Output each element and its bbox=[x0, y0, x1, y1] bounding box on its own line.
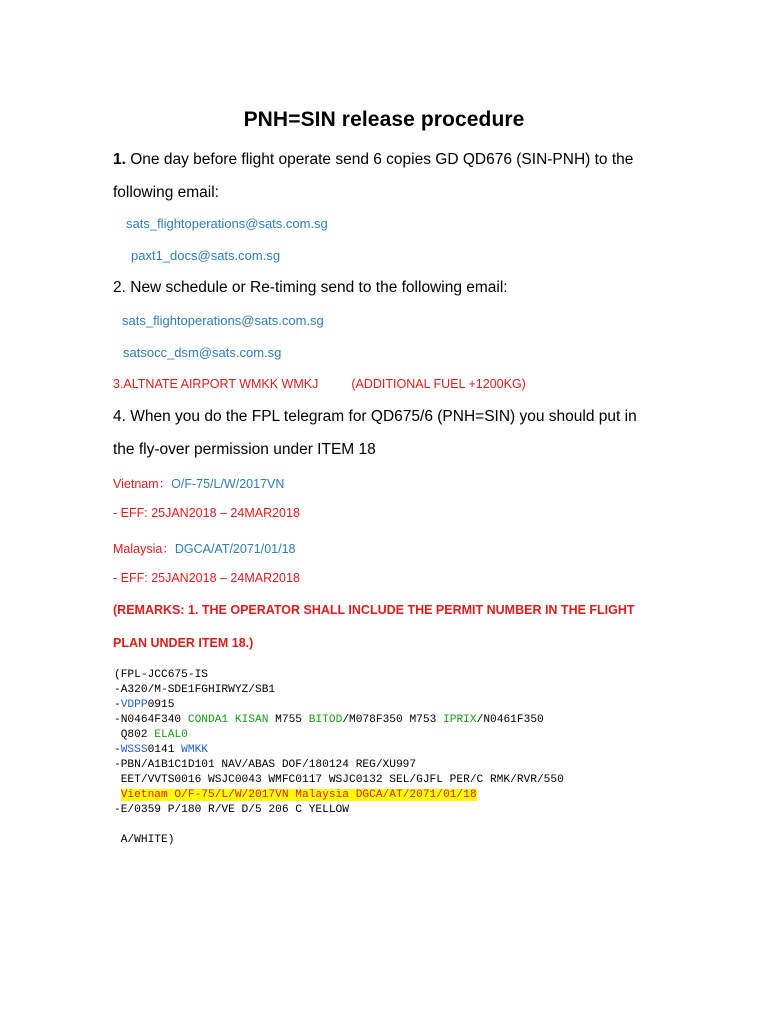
fpl-line-8: EET/VVTS0016 WSJC0043 WMFC0117 WSJC0132 SEL/GJFL PER/C RMK/RVR/550 bbox=[114, 774, 564, 786]
fpl-line-3-dash: - bbox=[114, 699, 121, 711]
step-4-qd: QD675/6 bbox=[370, 408, 433, 425]
fpl-line-10: -E/0359 P/180 R/VE D/5 206 C YELLOW bbox=[114, 804, 349, 816]
fpl-route-segment: /M078F350 M753 bbox=[342, 714, 444, 726]
step-1-text-a: One day before flight operate send bbox=[125, 151, 374, 168]
email-link-2[interactable]: paxt1_docs@sats.com.sg bbox=[131, 248, 281, 263]
email-link-1[interactable]: sats_flightoperations@sats.com.sg bbox=[126, 216, 328, 231]
email-link-4[interactable]: satsocc_dsm@sats.com.sg bbox=[123, 345, 282, 360]
vietnam-permit-value: O/F-75/L/W/2017VN bbox=[171, 477, 285, 491]
malaysia-eff: - EFF: 25JAN2018 – 24MAR2018 bbox=[113, 571, 300, 585]
malaysia-permit bbox=[113, 539, 296, 557]
fpl-route-level-change: /N0461F350 bbox=[476, 714, 544, 726]
step-4-text-a: When you do the FPL telegram for bbox=[125, 408, 371, 425]
fpl-route-waypoint-iprix: IPRIX bbox=[443, 714, 477, 726]
page-title: PNH=SIN release procedure bbox=[243, 108, 525, 131]
fpl-route-waypoint-bitod: BITOD bbox=[308, 714, 343, 726]
step-1-line-1 bbox=[113, 150, 633, 170]
fpl-route-speed-level: -N0464F340 bbox=[114, 714, 188, 726]
fpl-telegram bbox=[114, 668, 564, 848]
malaysia-permit-value: DGCA/AT/2071/01/18 bbox=[174, 542, 296, 556]
remarks-line-2: PLAN UNDER ITEM 18.) bbox=[113, 636, 254, 650]
fpl-route-airway-2: Q802 bbox=[114, 729, 155, 741]
step-1-gd: GD QD676 bbox=[435, 151, 512, 168]
fpl-route-waypoint-elal0: ELAL0 bbox=[154, 729, 188, 741]
step-2-text: New schedule or Re-timing send to the following email: bbox=[125, 279, 508, 296]
fpl-eet: 0141 bbox=[147, 744, 182, 756]
fpl-route-waypoints-1: CONDA1 KISAN bbox=[187, 714, 269, 726]
fpl-destination-code: WSSS bbox=[120, 744, 148, 756]
fpl-line-2: -A320/M-SDE1FGHIRWYZ/SB1 bbox=[114, 684, 276, 696]
vietnam-eff: - EFF: 25JAN2018 – 24MAR2018 bbox=[113, 506, 300, 520]
remarks-line-1: (REMARKS: 1. THE OPERATOR SHALL INCLUDE THE PERMIT NUMBER IN THE FLIGHT bbox=[113, 603, 635, 617]
step-1-line-2: following email: bbox=[113, 184, 219, 201]
fpl-line-1: (FPL-JCC675-IS bbox=[114, 669, 208, 681]
step-2-number: 2. bbox=[113, 279, 126, 296]
fpl-alternate-code: WMKK bbox=[181, 744, 209, 756]
step-1-count: 6 bbox=[373, 151, 382, 168]
fpl-highlighted-permits: Vietnam O/F-75/L/W/2017VN Malaysia DGCA/AT/2071/01/18 bbox=[120, 789, 477, 801]
email-link-3[interactable]: sats_flightoperations@sats.com.sg bbox=[122, 313, 324, 328]
step-2-line bbox=[113, 278, 508, 298]
step-4-line-2: the fly-over permission under ITEM 18 bbox=[113, 441, 376, 458]
step-4-line-1 bbox=[113, 407, 637, 427]
fpl-departure-code: VDPP bbox=[120, 699, 148, 711]
step-1-text-c: (SIN-PNH) to the bbox=[511, 151, 634, 168]
fpl-line-9-pad bbox=[114, 789, 121, 801]
step-4-text-b: (PNH=SIN) you should put in bbox=[432, 408, 637, 425]
step-3-fuel: (ADDITIONAL FUEL +1200KG) bbox=[351, 377, 526, 391]
step-3-line bbox=[113, 377, 526, 391]
fpl-route-airway-1: M755 bbox=[268, 714, 309, 726]
step-1-number: 1. bbox=[113, 151, 126, 168]
vietnam-permit bbox=[113, 474, 284, 492]
step-3-text: 3.ALTNATE AIRPORT WMKK WMKJ bbox=[113, 377, 319, 391]
step-4-number: 4. bbox=[113, 408, 126, 425]
fpl-line-7: -PBN/A1B1C1D101 NAV/ABAS DOF/180124 REG/XU997 bbox=[114, 759, 417, 771]
step-1-text-b: copies bbox=[381, 151, 436, 168]
malaysia-label: Malaysia： bbox=[113, 542, 175, 556]
fpl-line-11: A/WHITE) bbox=[114, 834, 175, 846]
fpl-line-6-dash: - bbox=[114, 744, 121, 756]
fpl-departure-time: 0915 bbox=[147, 699, 175, 711]
vietnam-label: Vietnam： bbox=[113, 477, 172, 491]
